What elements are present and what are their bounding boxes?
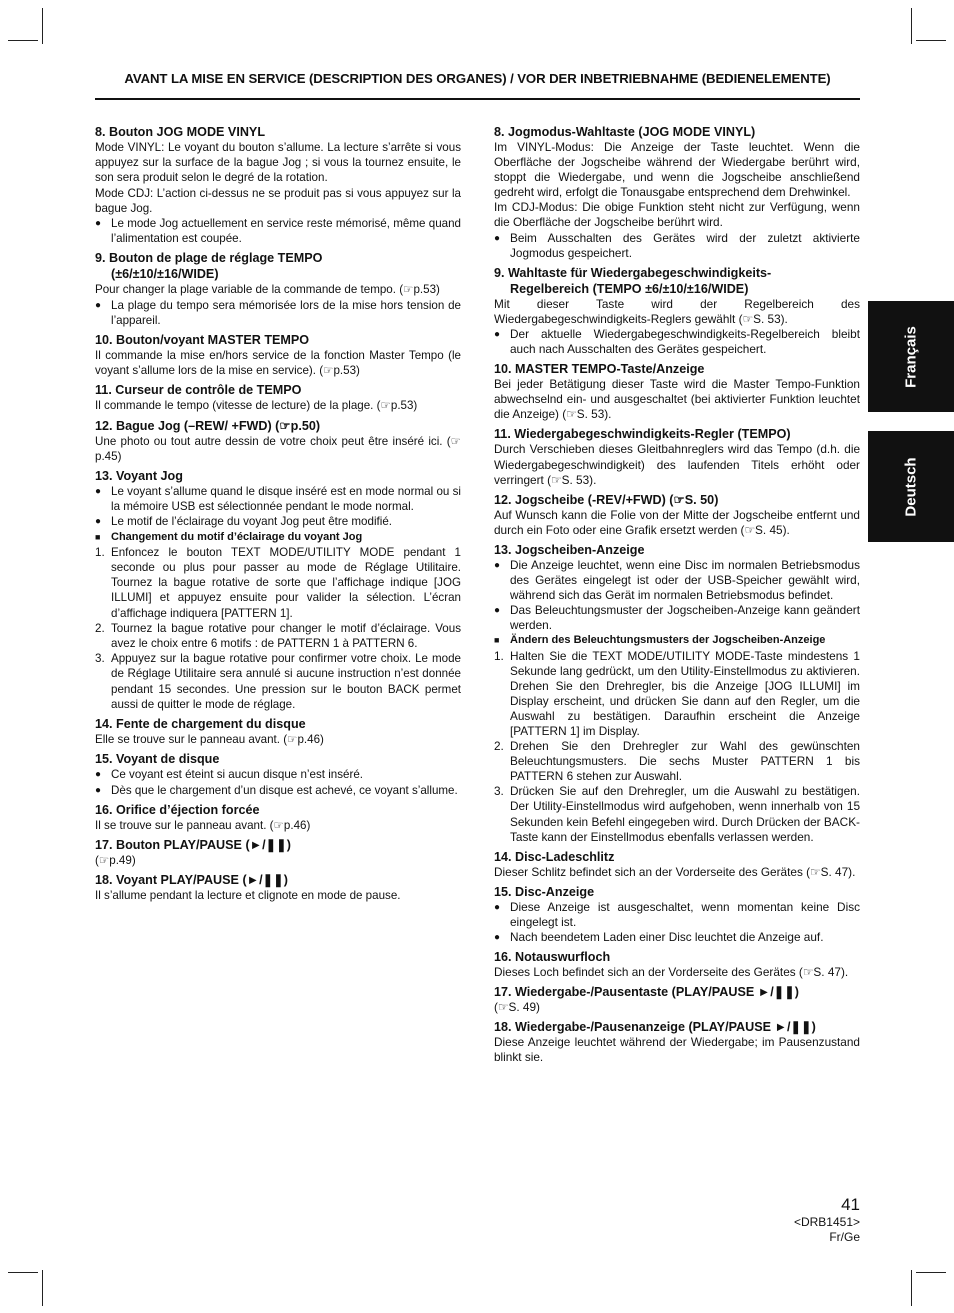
section-heading: 10. Bouton/voyant MASTER TEMPO: [95, 333, 310, 348]
paragraph: Elle se trouve sur le panneau avant. (☞p.46): [95, 733, 324, 747]
bullet-item: [494, 327, 860, 357]
bullet-item: [494, 900, 860, 930]
paragraph: Pour changer la plage variable de la commande de tempo. (☞p.53): [95, 283, 440, 297]
bullet-icon: ●: [494, 901, 501, 913]
paragraph: Mode CDJ: L’action ci-dessus ne se produit pas si vous appuyez sur la bague Jog.: [95, 186, 461, 215]
bullet-text: Ce voyant est éteint si aucun disque n’est inséré.: [111, 768, 363, 782]
tab-deutsch: [868, 431, 954, 542]
tab-francais: [868, 301, 954, 412]
section-heading: 18. Wiedergabe-/Pausenanzeige (PLAY/PAUSE ►/❚❚): [494, 1020, 816, 1035]
numbered-step: [95, 621, 461, 651]
section-heading: 18. Voyant PLAY/PAUSE (►/❚❚): [95, 873, 288, 888]
section-heading: 16. Notauswurfloch: [494, 950, 611, 965]
paragraph: Dieser Schlitz befindet sich an der Vorderseite des Gerätes (☞S. 47).: [494, 864, 856, 879]
section-heading: 14. Fente de chargement du disque: [95, 717, 306, 732]
step-number: 2.: [494, 739, 504, 754]
paragraph: Bei jeder Betätigung dieser Taste wird die Master Tempo-Funktion abwechselnd ein- und ausgeschaltet (bei aktivierter Funktion leuchtet die Anzeige) (☞S. 53).: [494, 377, 860, 422]
bullet-item: [95, 298, 461, 328]
french-column: [95, 124, 461, 903]
paragraph: Im CDJ-Modus: Die obige Funktion steht nicht zur Verfügung, wenn die Oberfläche der Jogscheibe berührt wird.: [494, 200, 860, 230]
bullet-icon: ●: [494, 559, 501, 571]
numbered-step: [494, 784, 860, 844]
bullet-text: Le voyant s’allume quand le disque inséré est en mode normal ou si la mémoire USB est sélectionnée pendant le mode normal.: [111, 485, 461, 514]
bullet-text: Dès que le chargement d’un disque est achevé, ce voyant s’allume.: [111, 783, 458, 797]
crop-mark: [42, 1270, 43, 1306]
crop-mark: [8, 40, 38, 41]
step-text: Tournez la bague rotative pour changer le motif d’éclairage. Vous avez le choix entre 6 motifs : de PATTERN 1 à PATTERN 6.: [111, 621, 461, 651]
bullet-text: La plage du tempo sera mémorisée lors de la mise hors tension de l’appareil.: [111, 298, 461, 327]
page-number: 41: [841, 1195, 860, 1214]
subsection-text: Changement du motif d’éclairage du voyant Jog: [111, 530, 363, 543]
square-bullet-icon: ■: [95, 531, 101, 542]
paragraph: (☞p.49): [95, 853, 136, 867]
step-text: Drehen Sie den Drehregler zur Wahl des gewünschten Beleuchtungsmusters. Die sechs Muster PATTERN 1 bis PATTERN 6 stehen zur Auswahl.: [510, 739, 860, 784]
bullet-icon: ●: [95, 299, 102, 311]
step-text: Enfoncez le bouton TEXT MODE/UTILITY MODE pendant 1 seconde ou plus pour passer au mode de Réglage Utilitaire. Tournez la bague rotative de sorte que l’affichage indique [JOG ILLUMI] et appuyez ensuite pour valider la sélection. L’écran d’affichage indiquera [PATTERN 1].: [111, 545, 461, 620]
step-text: Halten Sie die TEXT MODE/UTILITY MODE-Taste mindestens 1 Sekunde lang gedrückt, um den Utility-Einstellmodus zu aktivieren. Drehen Sie den Drehregler, bis die Anzeige [JOG ILLUMI] im Display erscheint, und drücken Sie dann auf den Regler, um die Auswahl zu bestätigen. Daraufhin erscheint die Anzeige [PATTERN 1] im Display.: [510, 648, 860, 739]
bullet-icon: ●: [494, 932, 501, 944]
subsection-heading: [95, 530, 461, 545]
bullet-icon: ●: [95, 486, 102, 498]
crop-mark: [42, 8, 43, 44]
step-number: 3.: [95, 652, 105, 666]
bullet-item: [95, 783, 461, 798]
crop-mark: [911, 8, 912, 44]
step-number: 2.: [95, 621, 105, 635]
bullet-icon: ●: [95, 769, 102, 781]
paragraph: Il commande la mise en/hors service de la fonction Master Tempo (le voyant s’allume lors de la mise en service). (☞p.53): [95, 349, 461, 378]
step-text: Drücken Sie auf den Drehregler, um die Auswahl zu bestätigen. Der Utility-Einstellmodus wird aufgehoben, wenn innerhalb von 15 Sekunden kein Befehl eingegeben wird. Durch Drücken der BACK-Taste kann der Einstellmodus ebenfalls verlassen werden.: [510, 784, 860, 844]
numbered-step: [494, 649, 860, 740]
section-heading: 11. Curseur de contrôle de TEMPO: [95, 383, 302, 398]
code-lang: Fr/Ge: [829, 1230, 860, 1244]
bullet-text: Le mode Jog actuellement en service reste mémorisé, même quand l’alimentation est coupée.: [111, 217, 461, 246]
header-rule: [95, 98, 860, 100]
section-heading: 17. Wiedergabe-/Pausentaste (PLAY/PAUSE ►/❚❚): [494, 985, 800, 1000]
paragraph: Dieses Loch befindet sich an der Vorderseite des Gerätes (☞S. 47).: [494, 965, 849, 980]
bullet-icon: ●: [95, 516, 102, 528]
bullet-text: Diese Anzeige ist ausgeschaltet, wenn momentan keine Disc eingelegt ist.: [510, 899, 860, 929]
tab-deutsch-label: Deutsch: [902, 456, 920, 517]
tab-francais-label: Français: [902, 325, 920, 388]
bullet-item: [95, 484, 461, 514]
section-heading: Regelbereich (TEMPO ±6/±10/±16/WIDE): [510, 281, 749, 296]
step-text: Appuyez sur la bague rotative pour confirmer votre choix. Le mode de Réglage Utilitaire sera annulé si aucune instruction n’est donnée pendant 15 secondes. Une pression sur le bouton BACK permet aussi de quitter le mode de réglage.: [111, 652, 461, 711]
square-bullet-icon: ■: [494, 635, 500, 646]
page-header: AVANT LA MISE EN SERVICE (DESCRIPTION DES ORGANES) / VOR DER INBETRIEBNAHME (BEDIENELEMENTE): [124, 71, 831, 86]
section-heading: 15. Voyant de disque: [95, 752, 220, 767]
section-heading: 8. Bouton JOG MODE VINYL: [95, 125, 266, 139]
bullet-item: [494, 231, 860, 261]
bullet-icon: ●: [95, 784, 102, 796]
section-heading: 16. Orifice d’éjection forcée: [95, 802, 260, 817]
document-code: [760, 1215, 860, 1245]
bullet-item: [95, 767, 461, 782]
paragraph: Durch Verschieben dieses Gleitbahnreglers wird das Tempo (d.h. die Wiedergabegeschwindigkeit) des laufenden Titels erhöht oder verringert (☞S. 53).: [494, 442, 860, 487]
section-heading: 13. Jogscheiben-Anzeige: [494, 542, 645, 557]
paragraph: Il se trouve sur le panneau avant. (☞p.46): [95, 818, 311, 832]
bullet-item: [95, 216, 461, 246]
section-heading: 13. Voyant Jog: [95, 469, 183, 484]
bullet-icon: ●: [95, 218, 102, 230]
section-heading: 17. Bouton PLAY/PAUSE (►/❚❚): [95, 837, 291, 852]
paragraph: Il commande le tempo (vitesse de lecture) de la plage. (☞p.53): [95, 399, 418, 413]
subsection-heading: [494, 633, 860, 648]
bullet-text: Beim Ausschalten des Gerätes wird der zuletzt aktivierte Jogmodus gespeichert.: [510, 230, 860, 260]
numbered-step: [95, 545, 461, 621]
bullet-item: [494, 558, 860, 603]
paragraph: Im VINYL-Modus: Die Anzeige der Taste leuchtet. Wenn die Oberfläche der Jogscheibe während der Wiedergabe berührt wird, stoppt die Wiedergabe, und wenn die Jogscheibe anschließend gedreht wird, erfolgt die Tonausgabe entsprechend dem Drehwinkel.: [494, 140, 860, 200]
bullet-item: [494, 603, 860, 633]
bullet-item: [494, 930, 860, 945]
section-heading: 15. Disc-Anzeige: [494, 884, 595, 899]
paragraph: Mit dieser Taste wird der Regelbereich des Wiedergabegeschwindigkeits-Reglers gewählt (☞S. 53).: [494, 296, 860, 326]
paragraph: Il s’allume pendant la lecture et clignote en mode de pause.: [95, 889, 401, 903]
step-number: 3.: [494, 784, 504, 799]
paragraph: Diese Anzeige leuchtet während der Wiedergabe; im Pausenzustand blinkt sie.: [494, 1035, 860, 1065]
bullet-icon: ●: [494, 605, 501, 617]
bullet-icon: ●: [494, 232, 501, 244]
bullet-text: Nach beendetem Laden einer Disc leuchtet die Anzeige auf.: [510, 930, 824, 945]
paragraph: Une photo ou tout autre dessin de votre choix peut être inséré ici. (☞p.45): [95, 434, 461, 463]
paragraph: Auf Wunsch kann die Folie von der Mitte der Jogscheibe entfernt und durch ein Foto oder eine Grafik ersetzt werden (☞S. 45).: [494, 507, 860, 537]
crop-mark: [916, 1272, 946, 1273]
crop-mark: [911, 1270, 912, 1306]
section-heading: 11. Wiedergabegeschwindigkeits-Regler (TEMPO): [494, 427, 791, 442]
section-heading: (±6/±10/±16/WIDE): [111, 267, 219, 282]
paragraph: (☞S. 49): [494, 1000, 540, 1015]
step-number: 1.: [95, 545, 105, 559]
code-id: <DRB1451>: [793, 1215, 860, 1229]
subsection-text: Ändern des Beleuchtungsmusters der Jogscheiben-Anzeige: [510, 634, 826, 647]
bullet-text: Das Beleuchtungsmuster der Jogscheiben-Anzeige kann geändert werden.: [510, 603, 860, 633]
crop-mark: [916, 40, 946, 41]
section-heading: 14. Disc-Ladeschlitz: [494, 849, 615, 864]
section-heading: 12. Bague Jog (–REW/ +FWD) (☞p.50): [95, 418, 321, 433]
section-heading: 8. Jogmodus-Wahltaste (JOG MODE VINYL): [494, 125, 756, 139]
bullet-icon: ●: [494, 328, 501, 340]
german-column: [494, 124, 860, 1066]
section-heading: 9. Wahltaste für Wiedergabegeschwindigkeits-: [494, 265, 772, 280]
step-number: 1.: [494, 648, 504, 663]
bullet-text: Le motif de l’éclairage du voyant Jog peut être modifié.: [111, 515, 392, 529]
crop-mark: [8, 1272, 38, 1273]
section-heading: 12. Jogscheibe (-REV/+FWD) (☞S. 50): [494, 492, 719, 507]
section-heading: 9. Bouton de plage de réglage TEMPO: [95, 251, 323, 266]
bullet-text: Der aktuelle Wiedergabegeschwindigkeits-Regelbereich bleibt auch nach Ausschalten des Gerätes gespeichert.: [510, 326, 860, 357]
paragraph: Mode VINYL: Le voyant du bouton s’allume. La lecture s’arrête si vous appuyez sur la surface de la bague Jog ; si vous la tournez ensuite, le son sera produit selon le degré de la rotation.: [95, 141, 461, 185]
bullet-item: [95, 514, 461, 529]
section-heading: 10. MASTER TEMPO-Taste/Anzeige: [494, 362, 705, 377]
bullet-text: Die Anzeige leuchtet, wenn eine Disc im normalen Betriebsmodus des Gerätes eingelegt ist oder der USB-Speicher gewählt wird, während sich das Gerät im normalen Betriebsmodus befindet.: [510, 557, 860, 603]
numbered-step: [494, 739, 860, 784]
numbered-step: [95, 651, 461, 712]
